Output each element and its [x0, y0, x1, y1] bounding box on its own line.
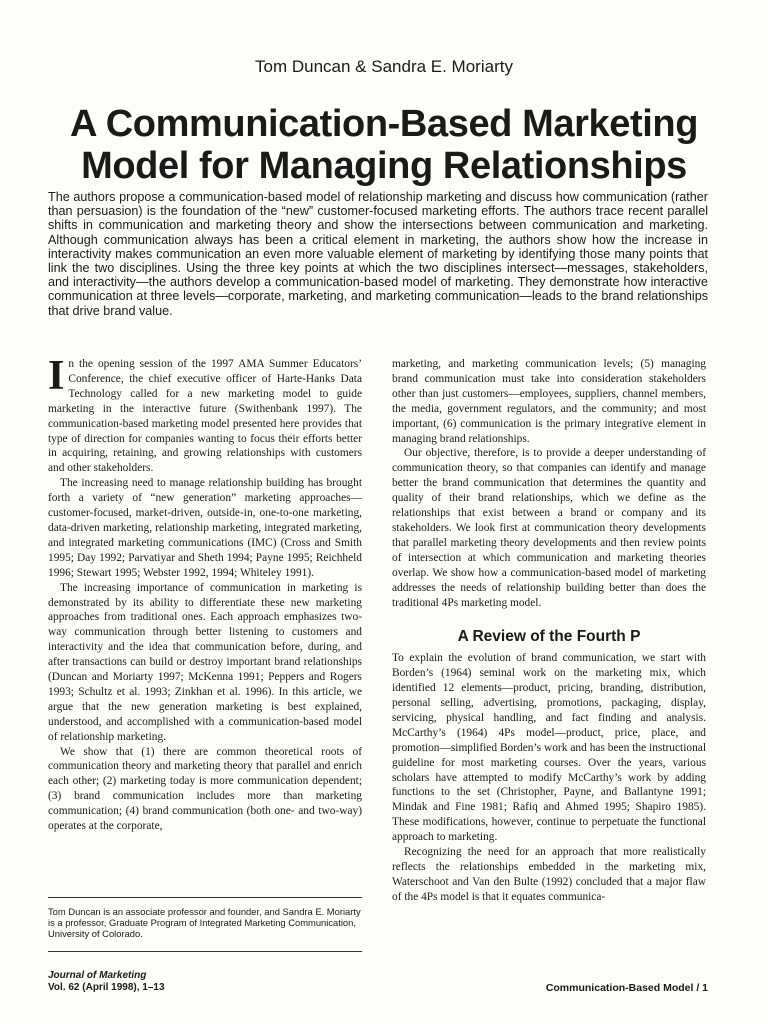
body-paragraph: marketing, and marketing communication levels; (5) managing brand communication must take into consideration stakeholders other than just customers—employees, suppliers, channel members, the media, government regulators, and the community; and most important, (6) communication is the primary integrative element in managing brand relationships.	[392, 358, 706, 445]
left-column	[48, 353, 362, 834]
drop-cap: I	[48, 353, 65, 399]
author-footnote: Tom Duncan is an associate professor and founder, and Sandra E. Moriarty is a professor, Graduate Program of Integrated Marketing Communication, University of Colorado.	[48, 906, 361, 939]
body-paragraph: The increasing need to manage relationship building has brought forth a variety of “new generation” marketing approaches—customer-focused, market-driven, outside-in, one-to-one marketing, data-driven marketing, relationship marketing, integrated marketing, and integrated marketing communications (IMC) (Cross and Smith 1995; Day 1992; Parvatiyar and Sheth 1994; Payne 1995; Reichheld 1996; Stewart 1995; Webster 1992, 1994; Whiteley 1991).	[48, 477, 362, 579]
article-title	[0, 103, 768, 187]
author-names: Tom Duncan & Sandra E. Moriarty	[255, 57, 513, 76]
abstract: The authors propose a communication-based model of relationship marketing and discuss how communication (rather than persuasion) is the foundation of the “new” customer-focused marketing efforts. The authors trace recent parallel shifts in communication and marketing theory and show the intersections between communication and marketing. Although communication always has been a critical element in marketing, the authors show how the increase in interactivity makes communication an even more valuable element of marketing by identifying those many points that link the two disciplines. Using the three key points at which the two disciplines intersect—messages, stakeholders, and interactivity—the authors develop a communication-based model of marketing. They demonstrate how interactive communication at three levels—corporate, marketing, and marketing communication—leads to the brand relationships that drive brand value.	[48, 190, 708, 318]
body-paragraph: Recognizing the need for an approach that more realistically reflects the relationships embedded in the marketing mix, Waterschoot and Van den Bulte (1992) concluded that a major flaw of the 4Ps model is that it equates communica-	[392, 846, 706, 903]
body-paragraph: Our objective, therefore, is to provide a deeper understanding of communication theory, so that companies can identify and manage better the brand communication that determines the quantity and quality of their brand relationships, which we define as the relationships that exist between a brand or company and its stakeholders. We look first at communication theory developments that parallel marketing theory developments and then review points of intersection at which communication and marketing theories overlap. We show how a communication-based model of marketing addresses the needs of relationship building better than does the traditional 4Ps marketing model.	[392, 447, 706, 609]
body-paragraph: To explain the evolution of brand communication, we start with Borden’s (1964) seminal work on the marketing mix, which identified 12 elements—product, pricing, branding, distribution, personal selling, advertising, promotions, packaging, display, servicing, physical handling, and fact finding and analysis. McCarthy’s (1964) 4Ps model—product, price, place, and promotion—simplified Borden’s work and has been the instructional guideline for most marketing courses. Over the years, various scholars have attempted to modify McCarthy’s work by adding functions to the set (Christopher, Payne, and Ballantyne 1991; Mindak and Fine 1981; Rafiq and Ahmed 1995; Shapiro 1985). These modifications, however, continue to perpetuate the functional approach to marketing.	[392, 652, 706, 844]
right-column	[392, 357, 706, 905]
intro-paragraph	[48, 353, 362, 476]
journal-volume: Vol. 62 (April 1998), 1–13	[48, 982, 165, 993]
journal-name: Journal of Marketing	[48, 970, 147, 981]
footnote-divider	[48, 897, 362, 898]
body-paragraph: We show that (1) there are common theoretical roots of communication theory and marketing theory that parallel and enrich each other; (2) marketing today is more communication dependent; (3) brand communication includes more than marketing communication; (4) brand communication (both one- and two-way) operates at the corporate,	[48, 745, 362, 833]
title-line-2: Model for Managing Relationships	[81, 145, 687, 187]
section-heading: A Review of the Fourth P	[457, 628, 641, 646]
footnote-bottom-divider	[48, 951, 362, 952]
running-footer: Communication-Based Model / 1	[545, 982, 708, 994]
intro-text: n the opening session of the 1997 AMA Summer Educators’ Conference, the chief executive officer of Harte-Hanks Data Technology called for a new marketing model to guide marketing in the interactive future (Swithenbank 1997). The communication-based marketing model presented here provides that type of direction for companies wanting to focus their efforts better in acquiring, retaining, and growing relationships with customers and other stakeholders.	[48, 358, 362, 475]
journal-citation	[48, 970, 348, 994]
title-line-1: A Communication-Based Marketing	[69, 103, 699, 145]
body-paragraph: The increasing importance of communication in marketing is demonstrated by its ability to differentiate these new marketing approaches from traditional ones. Each approach emphasizes two-way communication through better listening to customers and interactivity and the idea that communication before, during, and after transactions can build or destroy important brand relationships (Duncan and Moriarty 1997; McKenna 1991; Peppers and Rogers 1993; Schultz et al. 1993; Zinkhan et al. 1996). In this article, we argue that the new generation marketing is best explained, understood, and accomplished with a communication-based model of relationship marketing.	[48, 581, 362, 743]
